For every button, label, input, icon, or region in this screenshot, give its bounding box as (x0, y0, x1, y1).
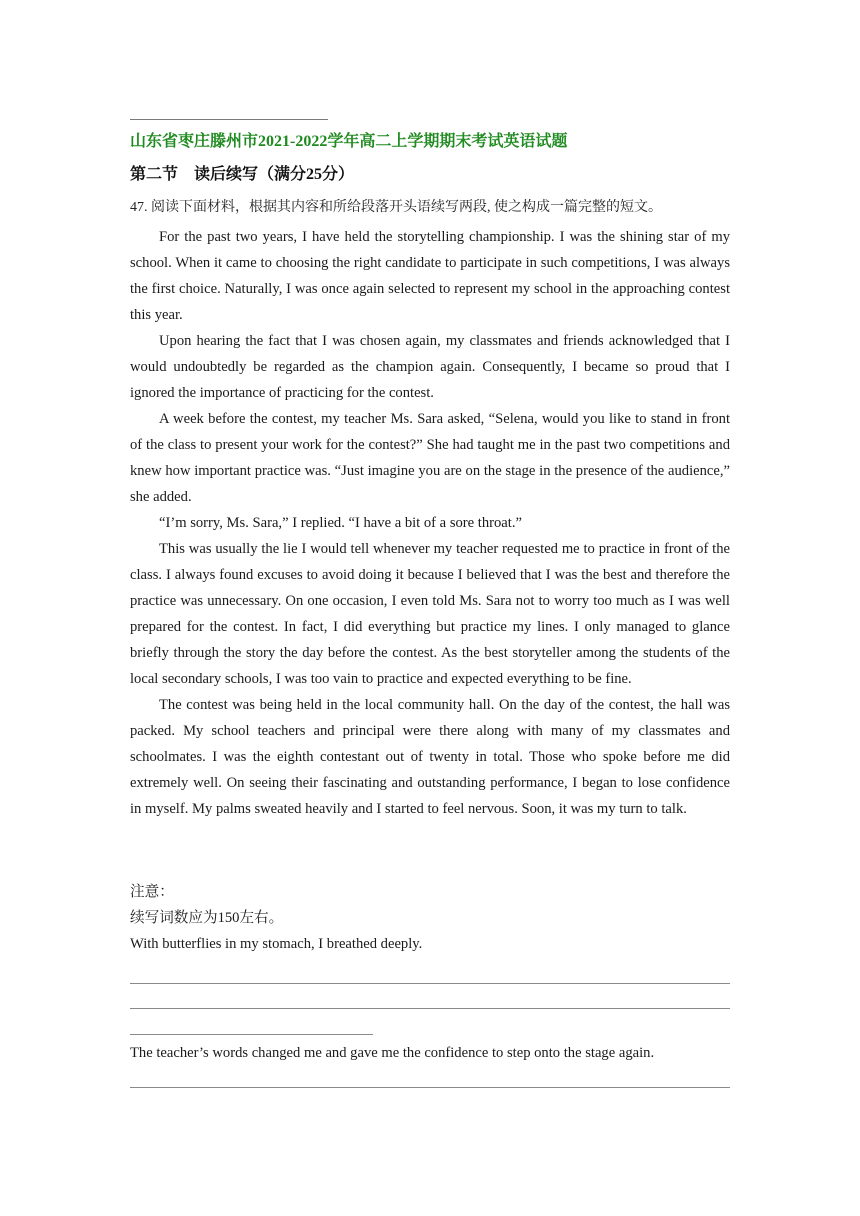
notes-label: 注意： (130, 884, 174, 900)
answer-line (130, 983, 730, 984)
passage-paragraph: For the past two years, I have held the storytelling championship. I was the shining star of my school. When it came to choosing the right candidate to participate in such competitions, I was always the first choice. Naturally, I was once again selected to represent my school in the approaching contest this year. (130, 229, 730, 323)
passage-paragraph: This was usually the lie I would tell whenever my teacher requested me to practice in front of the class. I always found excuses to avoid doing it because I believed that I was the best and therefore the practice was unnecessary. On one occasion, I even told Ms. Sara not to worry too much as I was well prepared for the contest. In fact, I did everything but practice my lines. I only managed to glance briefly through the story the day before the contest. As the best storyteller among the students of the local secondary schools, I was too vain to practice and expected everything to be fine. (130, 541, 730, 687)
section-heading: 第二节 读后续写（满分25分） (130, 166, 355, 183)
document-title: 山东省枣庄滕州市2021-2022学年高二上学期期末考试英语试题 (130, 133, 568, 150)
passage-paragraph: The contest was being held in the local community hall. On the day of the contest, the hall was packed. My school teachers and principal were there along with many of my classmates and schoolmates. I was the eighth contestant out of twenty in total. Those who spoke before me did extremely well. On seeing their fascinating and outstanding performance, I began to lose confidence in myself. My palms sweated heavily and I started to feel nervous. Soon, it was my turn to talk. (130, 697, 730, 817)
word-count-note: 续写词数应为150左右。 (130, 910, 284, 926)
answer-line (130, 1008, 730, 1009)
reading-passage (130, 224, 730, 822)
answer-line (130, 1034, 373, 1035)
header-rule (130, 119, 328, 120)
paragraph-two-opening: The teacher’s words changed me and gave me the confidence to step onto the stage again. (130, 1045, 655, 1061)
passage-paragraph: A week before the contest, my teacher Ms. Sara asked, “Selena, would you like to stand in front of the class to present your work for the contest?” She had taught me in the past two competitions and knew how important practice was. “Just imagine you are on the stage in the presence of the audience,” she added. (130, 411, 730, 505)
passage-paragraph: “I’m sorry, Ms. Sara,” I replied. “I have a bit of a sore throat.” (159, 515, 522, 531)
answer-line (130, 1087, 730, 1088)
notes-block (130, 879, 730, 957)
question-instruction: 47. 阅读下面材料，根据其内容和所给段落开头语续写两段, 使之构成一篇完整的短文。 (130, 200, 662, 215)
paragraph-one-opening: With butterflies in my stomach, I breathed deeply. (130, 936, 423, 952)
passage-paragraph: Upon hearing the fact that I was chosen again, my classmates and friends acknowledged that I would undoubtedly be regarded as the champion again. Consequently, I became so proud that I ignored the importance of practicing for the contest. (130, 333, 730, 401)
